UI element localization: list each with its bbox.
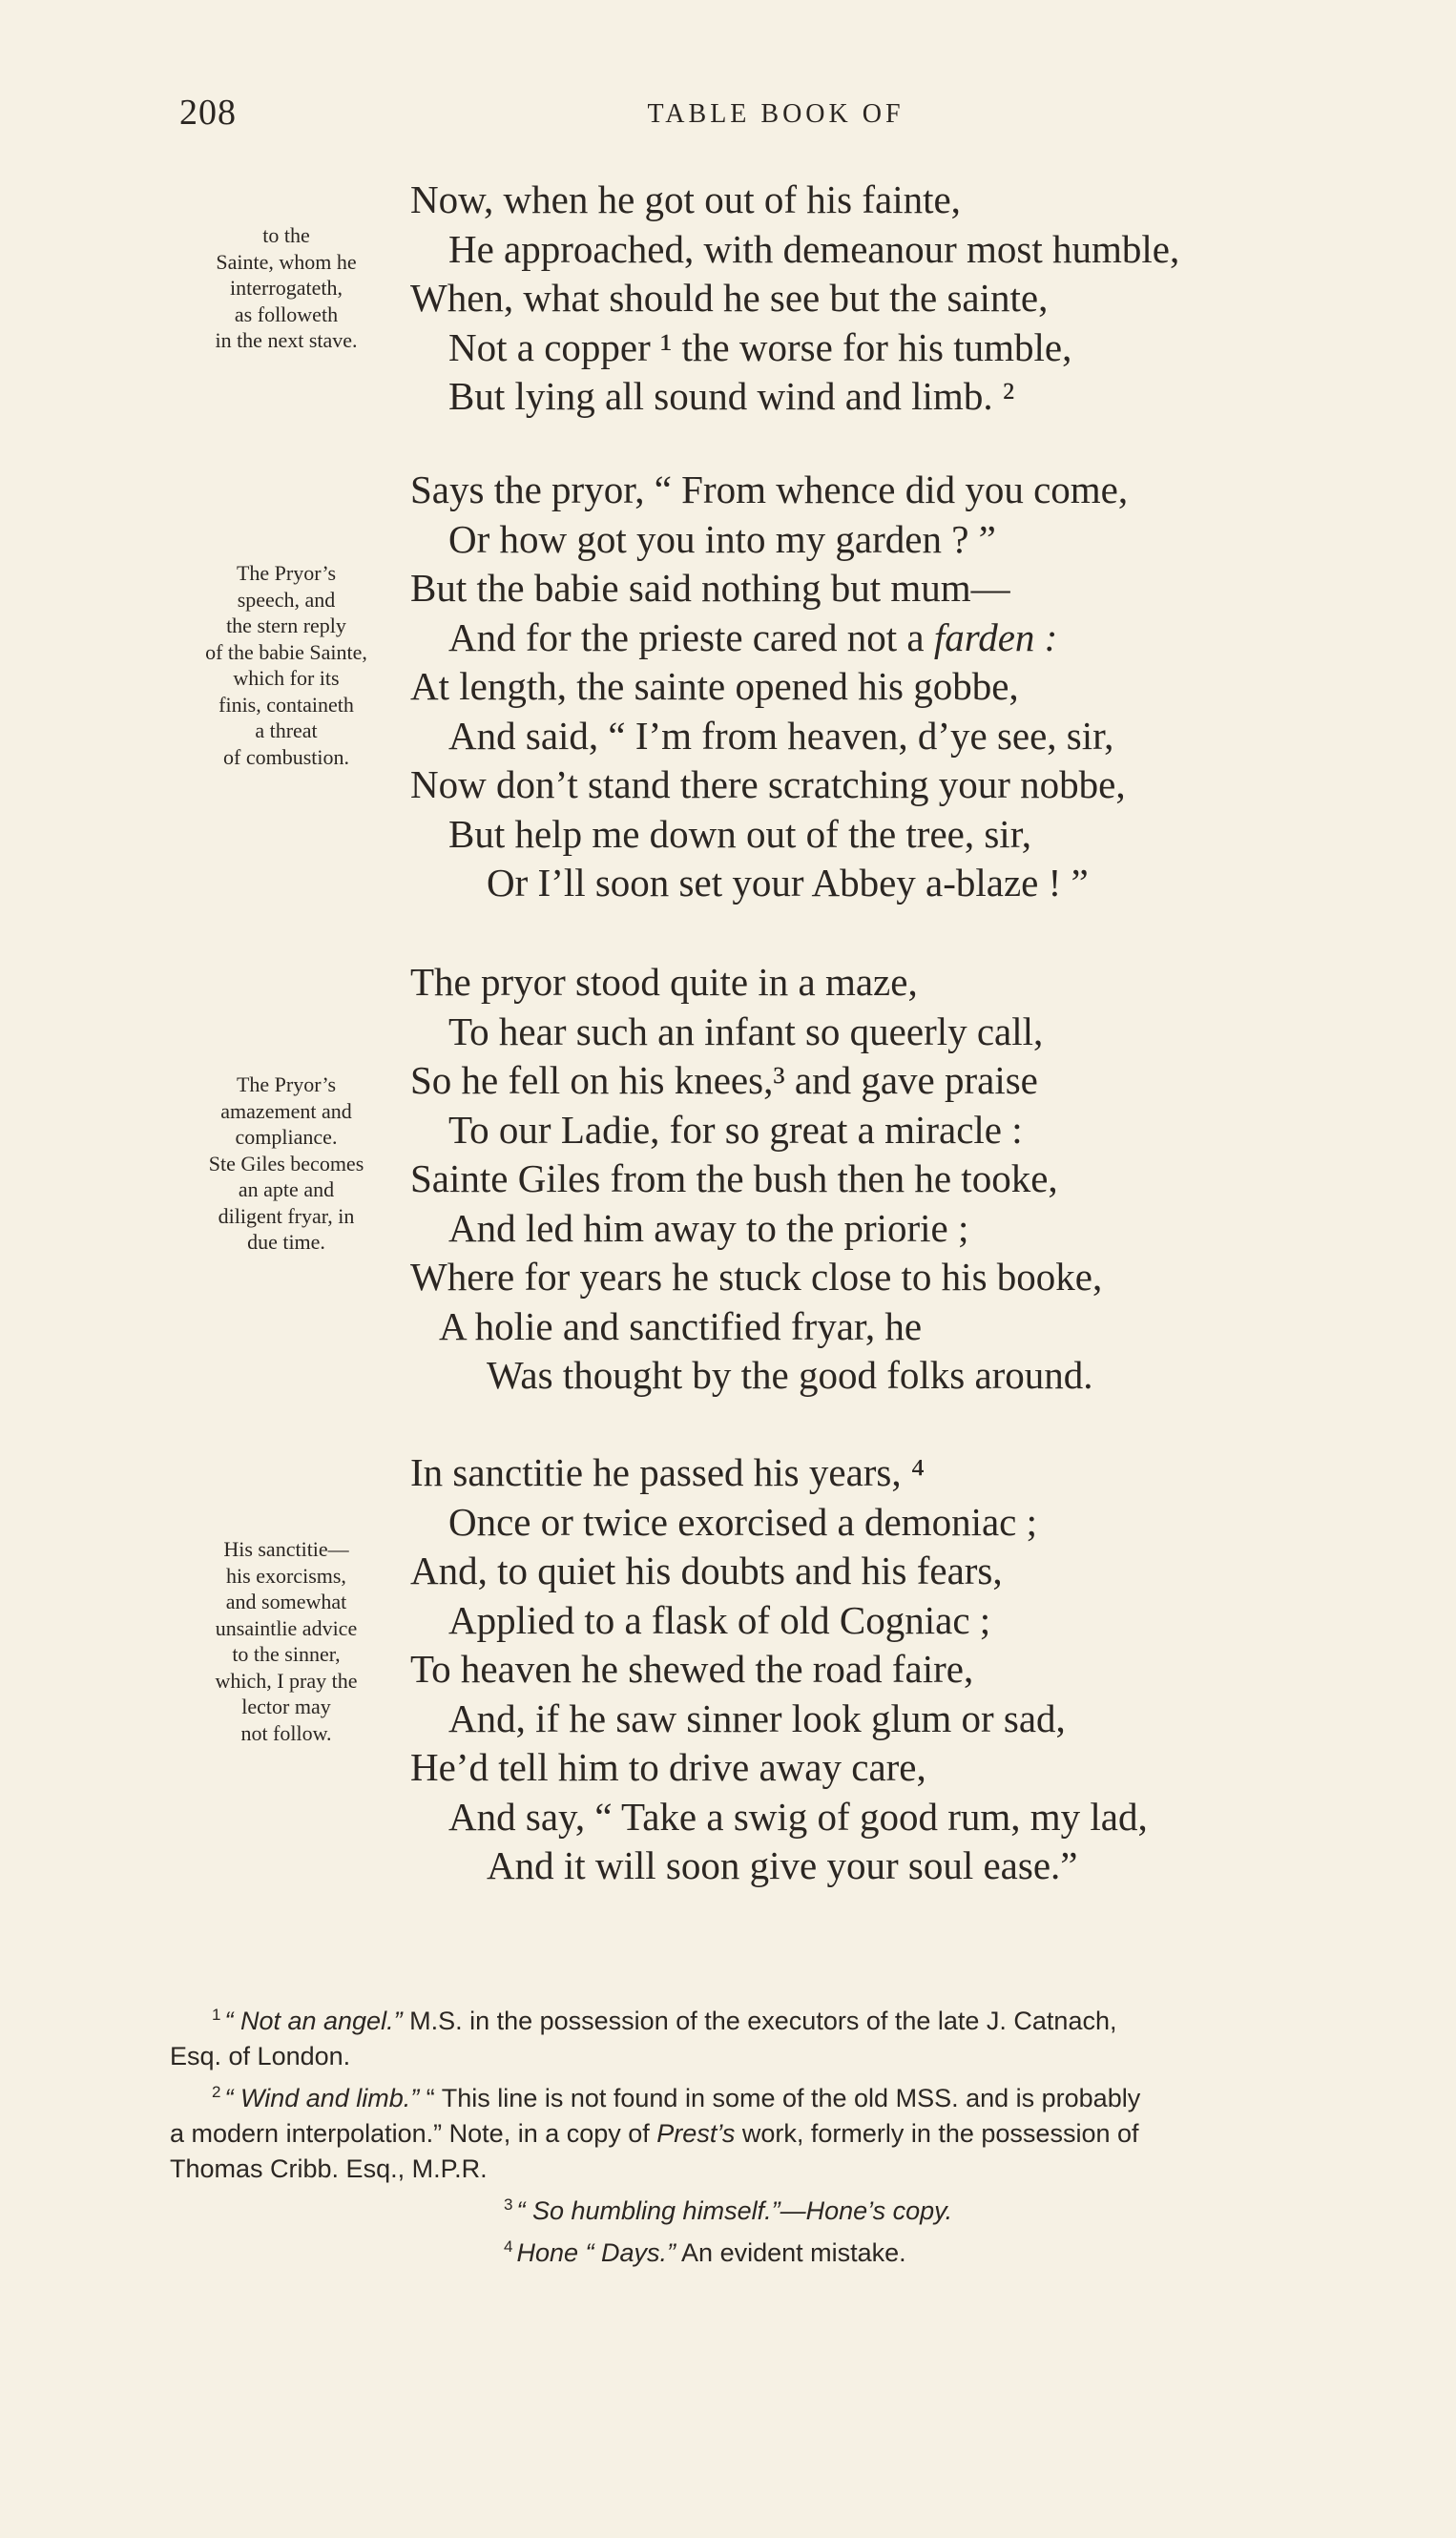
verse-line: And, if he saw sinner look glum or sad, <box>448 1695 1066 1740</box>
verse-line: And for the prieste cared not a farden : <box>448 614 1058 659</box>
stanza-1 <box>410 176 1364 422</box>
footnote-2: $^2$ “ Wind and limb.” “ This line is not found in some of the old MSS. and is probably <box>212 2083 1141 2112</box>
verse-line: In sanctitie he passed his years, ⁴ <box>410 1450 926 1494</box>
verse-line: Applied to a flask of old Cogniac ; <box>448 1597 991 1642</box>
verse-line: Was thought by the good folks around. <box>487 1353 1093 1397</box>
verse-line: Where for years he stuck close to his booke, <box>410 1255 1103 1299</box>
verse-line: And say, “ Take a swig of good rum, my lad, <box>448 1794 1148 1839</box>
verse-line: So he fell on his knees,³ and gave praise <box>410 1058 1038 1102</box>
verse-line: Or I’ll soon set your Abbey a-blaze ! ” <box>487 861 1089 905</box>
side-note-1: to the Sainte, whom he interrogateth, as followeth in the next stave. <box>215 223 358 352</box>
side-note-2: The Pryor’s speech, and the stern reply of the babie Sainte, which for its finis, containeth a threat of combustion. <box>205 561 367 769</box>
verse-line: And said, “ I’m from heaven, d’ye see, sir, <box>448 713 1114 758</box>
footnote-2-line3: Thomas Cribb. Esq., M.P.R. <box>170 2154 488 2183</box>
footnote-2-line2: a modern interpolation.” Note, in a copy of Prest’s work, formerly in the possession of <box>170 2119 1139 2148</box>
footnotes <box>170 1997 1362 2271</box>
verse-line: Now, when he got out of his fainte, <box>410 177 961 221</box>
verse-line: But lying all sound wind and limb. ² <box>448 374 1015 418</box>
verse-line: Not a copper ¹ the worse for his tumble, <box>448 324 1072 369</box>
verse-line: And led him away to the priorie ; <box>448 1205 969 1250</box>
italic-word: farden : <box>933 614 1058 659</box>
page-number: 208 <box>179 93 237 133</box>
verse-line: To hear such an infant so queerly call, <box>448 1009 1044 1053</box>
footnote-1: $^1$ “ Not an angel.” M.S. in the possession of the executors of the late J. Catnach, <box>212 2006 1117 2035</box>
verse-line: At length, the sainte opened his gobbe, <box>410 664 1019 708</box>
side-note-4: His sanctitie— his exorcisms, and somewhat unsaintlie advice to the sinner, which, I pray the lector may not follow. <box>215 1537 358 1745</box>
running-title: TABLE BOOK OF <box>647 99 905 129</box>
stanza-2 <box>410 466 1364 908</box>
stanza-4 <box>410 1448 1364 1891</box>
verse-line: To heaven he shewed the road faire, <box>410 1647 974 1691</box>
verse-line: But help me down out of the tree, sir, <box>448 811 1031 856</box>
footnote-4: $^4$ Hone “ Days.” An evident mistake. <box>504 2237 906 2267</box>
verse-line: The pryor stood quite in a maze, <box>410 960 918 1004</box>
verse-line: And it will soon give your soul ease.” <box>487 1843 1078 1887</box>
verse-line: Says the pryor, “ From whence did you come, <box>410 468 1129 511</box>
verse-line: He’d tell him to drive away care, <box>410 1745 926 1789</box>
footnote-1-cont: Esq. of London. <box>170 2042 351 2070</box>
page-header <box>179 92 1305 149</box>
verse-line: And, to quiet his doubts and his fears, <box>410 1549 1003 1592</box>
verse-line: He approached, with demeanour most humble, <box>448 226 1180 271</box>
verse-line: But the babie said nothing but mum— <box>410 566 1010 610</box>
stanza-3 <box>410 958 1364 1401</box>
verse-line: Sainte Giles from the bush then he tooke, <box>410 1156 1058 1200</box>
verse-line: When, what should he see but the sainte, <box>410 276 1049 320</box>
verse-line: Once or twice exorcised a demoniac ; <box>448 1499 1038 1544</box>
verse-line: A holie and sanctified fryar, he <box>439 1303 923 1348</box>
verse-line: Now don’t stand there scratching your nobbe, <box>410 762 1126 806</box>
side-note-3: The Pryor’s amazement and compliance. Ste Giles becomes an apte and diligent fryar, in due time. <box>208 1072 364 1254</box>
verse-line: Or how got you into my garden ? ” <box>448 516 996 561</box>
verse-line: To our Ladie, for so great a miracle : <box>448 1107 1023 1152</box>
footnote-3: $^3$ “ So humbling himself.”—Hone’s copy. <box>504 2195 953 2225</box>
